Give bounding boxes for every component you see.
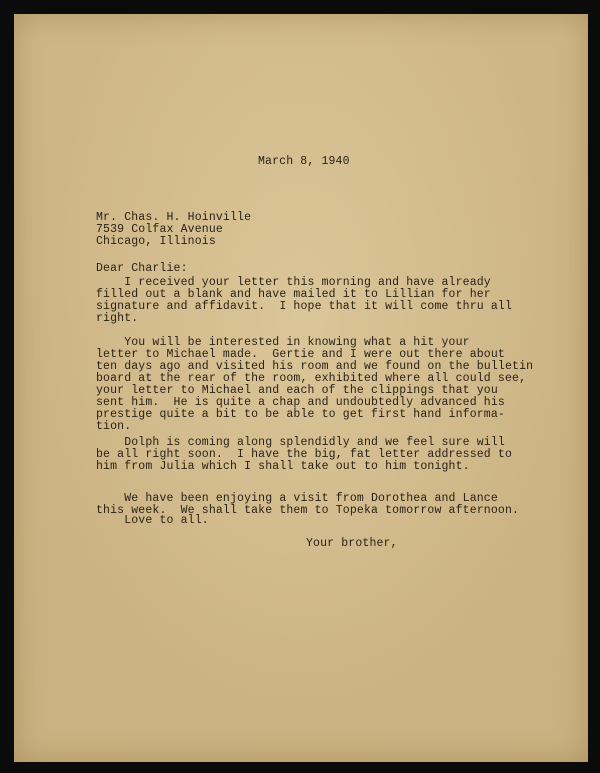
- body-line: this week. We shall take them to Topeka tomorrow afternoon.: [96, 504, 520, 517]
- body-line: right.: [96, 312, 139, 325]
- recipient-city: Chicago, Illinois: [96, 235, 216, 248]
- body-line: Love to all.: [96, 514, 209, 527]
- body-line: filled out a blank and have mailed it to Lillian for her: [96, 288, 491, 301]
- body-line: ten days ago and visited his room and we found on the bulletin: [96, 360, 534, 373]
- body-line: board at the rear of the room, exhibited where all could see,: [96, 372, 527, 385]
- body-line: him from Julia which I shall take out to him tonight.: [96, 460, 470, 473]
- body-line: tion.: [96, 420, 132, 433]
- body-line: your letter to Michael and each of the clippings that you: [96, 384, 498, 397]
- recipient-street: 7539 Colfax Avenue: [96, 223, 223, 236]
- body-line: We have been enjoying a visit from Dorothea and Lance: [96, 492, 498, 505]
- body-line: be all right soon. I have the big, fat letter addressed to: [96, 448, 513, 461]
- body-line: letter to Michael made. Gertie and I were out there about: [96, 348, 505, 361]
- body-line: prestige quite a bit to be able to get first hand informa-: [96, 408, 505, 421]
- recipient-name: Mr. Chas. H. Hoinville: [96, 211, 252, 224]
- body-line: sent him. He is quite a chap and undoubtedly advanced his: [96, 396, 505, 409]
- letter-date: March 8, 1940: [258, 155, 350, 168]
- closing: Your brother,: [306, 537, 398, 550]
- body-line: signature and affidavit. I hope that it will come thru all: [96, 300, 513, 313]
- body-line: Dolph is coming along splendidly and we feel sure will: [96, 436, 505, 449]
- salutation: Dear Charlie:: [96, 262, 188, 275]
- body-line: I received your letter this morning and have already: [96, 276, 491, 289]
- body-line: You will be interested in knowing what a hit your: [96, 336, 470, 349]
